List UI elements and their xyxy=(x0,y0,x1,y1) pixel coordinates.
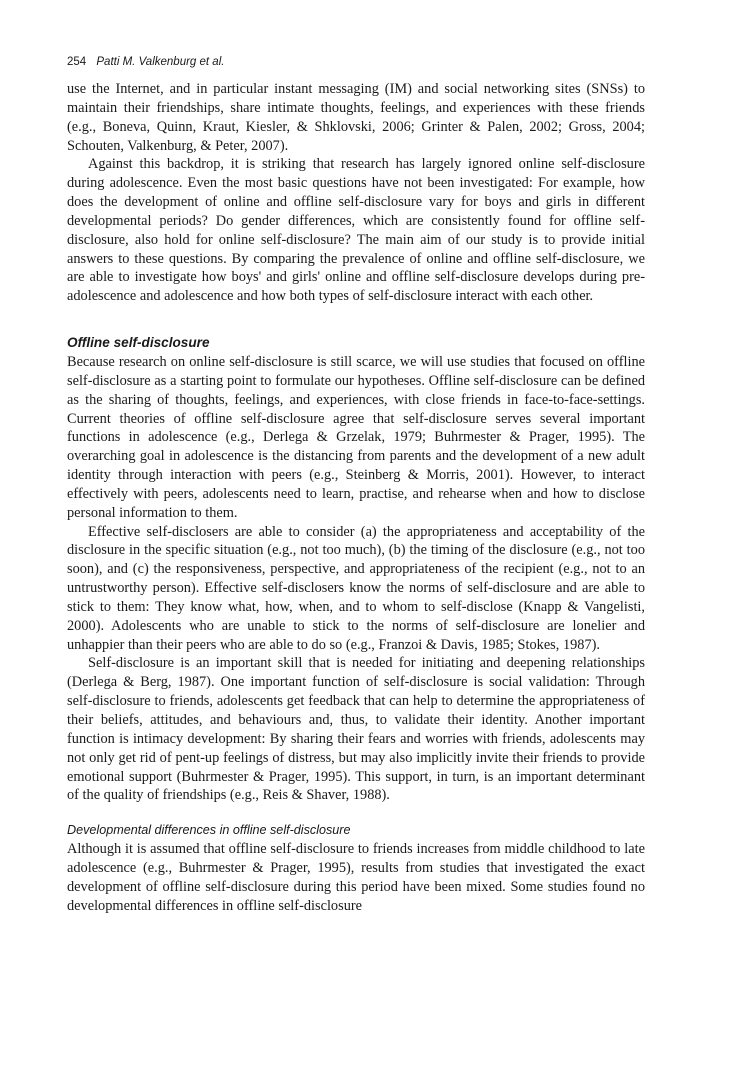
section-heading-offline-self-disclosure: Offline self-disclosure xyxy=(67,335,210,351)
intro-paragraph-aim: Against this backdrop, it is striking that research has largely ignored online self-disclosure during adolescence. Even the most basic questions have not been investigated: For example, how does the development of online and offline self-disclosure vary for boys and girls in different developmental periods? Do gender differences, which are consistently found for offline self-disclosure, also hold for online self-disclosure? The main aim of our study is to provide initial answers to these questions. By comparing the prevalence of online and offline self-disclosure, we are able to investigate how boys' and girls' online and offline self-disclosure develops during pre-adolescence and adolescence and how both types of self-disclosure interact with each other. xyxy=(67,156,645,305)
offline-paragraph-effective-disclosers: Effective self-disclosers are able to consider (a) the appropriateness and acceptability of the disclosure in the specific situation (e.g., not too much), (b) the timing of the disclosure (e.g., not too soon), and (c) the responsiveness, perspective, and appropriateness of the recipient (e.g., not to an untrustworthy person). Effective self-disclosers know the norms of self-disclosure and are able to stick to them: They know what, how, when, and to whom to self-disclose (Knapp & Vangelisti, 2000). Adolescents who are unable to stick to the norms of self-disclosure are lonelier and unhappier than their peers who are able to do so (e.g., Franzoi & Davis, 1985; Stokes, 1987). xyxy=(67,523,645,653)
developmental-paragraph: Although it is assumed that offline self-disclosure to friends increases from middle childhood to late adolescence (e.g., Buhrmester & Prager, 1995), results from studies that investigated the exact development of offline self-disclosure during this period have been mixed. Some studies found no developmental differences in offline self-disclosure xyxy=(67,841,645,914)
journal-page xyxy=(67,52,645,1052)
running-head xyxy=(67,52,645,72)
running-head-authors: Patti M. Valkenburg et al. xyxy=(96,56,225,68)
offline-paragraph-functions: Self-disclosure is an important skill that is needed for initiating and deepening relationships (Derlega & Berg, 1987). One important function of self-disclosure is social validation: Through self-disclosure to friends, adolescents get feedback that can help to determine the appropriateness of their beliefs, attitudes, and behaviours and, thus, to validate their identity. Another important function is intimacy development: By sharing their fears and worries with friends, adolescents may not only get rid of pent-up feelings of distress, but may also implicitly invite their friends to provide emotional support (Buhrmester & Prager, 1995). This support, in turn, is an important determinant of the quality of friendships (e.g., Reis & Shaver, 1988). xyxy=(67,655,645,804)
subsection-heading-developmental-differences: Developmental differences in offline self-disclosure xyxy=(67,823,351,838)
offline-paragraph-definition: Because research on online self-disclosure is still scarce, we will use studies that focused on offline self-disclosure as a starting point to formulate our hypotheses. Offline self-disclosure can be defined as the sharing of thoughts, feelings, and experiences, with close friends in face-to-face-settings. Current theories of offline self-disclosure agree that self-disclosure serves several important functions in adolescence (e.g., Derlega & Grzelak, 1979; Buhrmester & Prager, 1995). The overarching goal in adolescence is the distancing from parents and the development of a new adult identity through interaction with peers (e.g., Steinberg & Morris, 2001). However, to interact effectively with peers, adolescents need to learn, practise, and rehearse when and how to disclose personal information to them. xyxy=(67,353,645,521)
intro-paragraph-continued: use the Internet, and in particular instant messaging (IM) and social networking sites (SNSs) to maintain their friendships, share intimate thoughts, feelings, and experiences with these friends (e.g., Boneva, Quinn, Kraut, Kiesler, & Shklovski, 2006; Grinter & Palen, 2002; Gross, 2004; Schouten, Valkenburg, & Peter, 2007). xyxy=(67,81,645,154)
page-number: 254 xyxy=(67,56,87,68)
